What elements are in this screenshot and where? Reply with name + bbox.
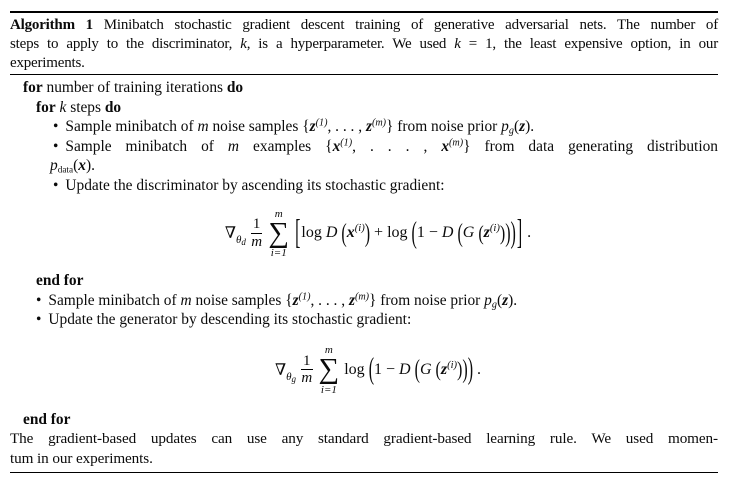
text-segment: z bbox=[440, 360, 448, 378]
text-segment: do bbox=[226, 79, 244, 97]
text-segment: steps to apply to the discriminator, bbox=[10, 35, 241, 52]
sigma-symbol: ∑ bbox=[318, 353, 340, 386]
text-segment: p bbox=[501, 118, 509, 136]
theta-sub-index: g bbox=[291, 373, 297, 384]
closing-line bbox=[10, 449, 718, 469]
text-segment: steps bbox=[66, 98, 105, 116]
theta-symbol: θ bbox=[235, 234, 242, 247]
text-segment: z bbox=[292, 291, 299, 309]
text-segment: (i) bbox=[447, 359, 458, 371]
algorithm-caption bbox=[10, 13, 718, 74]
text-segment: noise samples { bbox=[208, 118, 310, 136]
text-segment: i bbox=[270, 247, 274, 260]
text-segment: ( bbox=[513, 118, 520, 136]
text-segment: Algorithm 1 bbox=[10, 17, 93, 33]
bottom-rule bbox=[10, 472, 718, 473]
text-segment: k bbox=[454, 35, 461, 52]
text-segment: ) bbox=[457, 359, 463, 382]
text-segment: 1 − bbox=[416, 224, 442, 242]
text-segment: x bbox=[441, 137, 450, 155]
bullet-step bbox=[10, 176, 718, 196]
text-segment: (m) bbox=[354, 291, 370, 303]
text-segment: for bbox=[23, 79, 43, 97]
text-segment: Update the discriminator by ascending its stochastic gradient: bbox=[65, 176, 445, 194]
text-segment: m bbox=[227, 137, 240, 155]
fraction-numerator: 1 bbox=[303, 352, 311, 369]
text-segment: Minibatch stochastic gradient descent training of generative adversarial nets. The number of bbox=[92, 17, 719, 33]
discriminator-gradient-equation bbox=[24, 195, 730, 271]
caption-line bbox=[10, 35, 718, 54]
text-segment: (1) bbox=[298, 291, 311, 303]
text-segment: ). bbox=[525, 118, 535, 136]
sum-upper-limit: m bbox=[324, 344, 333, 357]
fraction-denominator: m bbox=[301, 370, 313, 387]
text-segment: experiments. bbox=[10, 54, 85, 71]
text-segment: Sample minibatch of bbox=[48, 291, 181, 309]
text-segment: x bbox=[332, 137, 341, 155]
keyword-line bbox=[10, 271, 718, 291]
equation-body bbox=[294, 215, 532, 252]
sum-lower-limit bbox=[271, 247, 287, 259]
text-segment: g bbox=[508, 125, 514, 137]
text-segment: ). bbox=[85, 157, 95, 175]
fraction-numerator: 1 bbox=[252, 216, 261, 233]
text-segment: Update the generator by descending its stochastic gradient: bbox=[48, 311, 412, 329]
text-segment: D bbox=[441, 224, 454, 242]
text-segment: do bbox=[104, 98, 122, 116]
text-segment: ) bbox=[505, 220, 511, 248]
text-segment: , . . . , bbox=[310, 291, 349, 309]
text-segment: ( bbox=[411, 217, 417, 251]
text-segment: m bbox=[197, 118, 209, 136]
text-segment: 1 − bbox=[374, 360, 400, 378]
text-segment: } from data generating distribution bbox=[463, 137, 718, 155]
nabla-operator bbox=[274, 360, 297, 384]
sum-lower-limit bbox=[321, 384, 337, 396]
text-segment: ( bbox=[435, 359, 441, 382]
text-segment: (m) bbox=[449, 137, 464, 149]
nabla-operator bbox=[224, 223, 246, 248]
text-segment: x bbox=[78, 157, 86, 175]
nabla-symbol: ∇ bbox=[224, 225, 236, 243]
nabla-symbol: ∇ bbox=[274, 361, 287, 379]
generator-gradient-equation bbox=[24, 330, 730, 410]
text-segment: ) bbox=[364, 220, 371, 248]
text-segment: } from noise prior bbox=[369, 291, 485, 309]
text-segment: z bbox=[365, 118, 372, 136]
text-segment: (m) bbox=[371, 117, 387, 129]
theta-subscript bbox=[236, 234, 246, 246]
text-segment: (1) bbox=[315, 117, 328, 129]
closing-line bbox=[10, 429, 718, 449]
text-segment: number of training iterations bbox=[42, 79, 227, 97]
text-segment: g bbox=[491, 299, 497, 311]
text-segment: Sample minibatch of bbox=[65, 118, 198, 136]
text-segment: for bbox=[36, 98, 56, 116]
text-segment: i bbox=[320, 383, 324, 396]
text-segment: (i) bbox=[489, 223, 500, 235]
text-segment: z bbox=[502, 291, 509, 309]
text-segment: ) bbox=[510, 217, 516, 251]
text-segment: ( bbox=[368, 353, 375, 387]
text-segment: } from noise prior bbox=[386, 118, 502, 136]
caption-line bbox=[10, 54, 718, 73]
text-segment: log bbox=[301, 224, 326, 242]
text-segment: p bbox=[50, 157, 58, 175]
bullet-marker: • bbox=[36, 291, 42, 309]
text-segment: ( bbox=[457, 220, 463, 248]
text-segment: + log bbox=[370, 224, 412, 242]
text-segment: m bbox=[180, 291, 192, 309]
text-segment: ( bbox=[73, 157, 79, 175]
text-segment: z bbox=[309, 118, 316, 136]
text-segment: ) bbox=[467, 353, 474, 387]
text-segment: G bbox=[419, 360, 432, 378]
text-segment: (i) bbox=[354, 223, 365, 235]
text-segment: ) bbox=[499, 222, 506, 246]
bullet-marker: • bbox=[36, 311, 42, 329]
continuation-line bbox=[10, 156, 718, 176]
text-segment: log bbox=[344, 360, 369, 378]
text-segment: . bbox=[473, 360, 482, 378]
keyword-line bbox=[10, 410, 718, 430]
text-segment: examples { bbox=[239, 137, 333, 155]
text-segment: ] bbox=[516, 215, 523, 252]
text-segment: k bbox=[59, 98, 67, 116]
sum-upper-limit: m bbox=[274, 207, 283, 220]
text-segment: G bbox=[462, 224, 475, 242]
text-segment: noise samples { bbox=[191, 291, 293, 309]
keyword-line bbox=[10, 98, 718, 118]
fraction-1-over-m bbox=[301, 353, 313, 388]
text-segment: x bbox=[346, 224, 355, 242]
closing-note bbox=[10, 429, 718, 468]
text-segment: end for bbox=[23, 410, 71, 428]
text-segment: ( bbox=[414, 356, 420, 385]
text-segment: k bbox=[240, 35, 247, 52]
text-segment: =1 bbox=[273, 247, 287, 260]
text-segment: D bbox=[325, 224, 338, 242]
text-segment: , . . . , bbox=[352, 137, 442, 155]
bullet-marker: • bbox=[53, 176, 59, 194]
theta-symbol: θ bbox=[286, 370, 292, 383]
fraction-denominator: m bbox=[251, 233, 263, 250]
text-segment: ). bbox=[508, 291, 518, 309]
text-segment: =1 bbox=[323, 383, 337, 396]
fraction-1-over-m bbox=[251, 216, 263, 251]
text-segment: z bbox=[348, 291, 355, 309]
text-segment: . bbox=[523, 224, 532, 242]
bullet-marker: • bbox=[53, 118, 59, 136]
text-segment: z bbox=[519, 118, 526, 136]
text-segment: ( bbox=[496, 291, 503, 309]
text-segment: The gradient-based updates can use any standard gradient-based learning rule. We used momen- bbox=[10, 430, 718, 448]
text-segment: ( bbox=[341, 220, 347, 248]
text-segment: [ bbox=[295, 215, 301, 252]
theta-subscript bbox=[286, 371, 296, 383]
keyword-line bbox=[10, 78, 718, 98]
theta-sub-index: d bbox=[241, 237, 246, 248]
loop-block-2 bbox=[10, 271, 718, 330]
text-segment: ) bbox=[462, 356, 468, 385]
equation-body bbox=[344, 353, 482, 387]
text-segment: = 1, the least expensive option, in our bbox=[460, 35, 718, 52]
text-segment: Sample minibatch of bbox=[65, 137, 228, 155]
loop-block-3 bbox=[10, 410, 718, 430]
caption-line bbox=[10, 16, 718, 35]
text-segment: z bbox=[483, 224, 490, 242]
text-segment: , is a hyperparameter. We used bbox=[246, 35, 455, 52]
summation bbox=[268, 208, 289, 260]
text-segment: (1) bbox=[340, 137, 353, 149]
bullet-marker: • bbox=[53, 137, 59, 155]
text-segment: , . . . , bbox=[327, 118, 366, 136]
bullet-step bbox=[10, 137, 718, 157]
bullet-step bbox=[10, 291, 718, 311]
summation bbox=[319, 344, 340, 396]
algorithm-box bbox=[10, 11, 718, 473]
text-segment: ( bbox=[478, 222, 484, 246]
bullet-step bbox=[10, 310, 718, 330]
sigma-symbol: ∑ bbox=[268, 216, 290, 249]
bullet-step bbox=[10, 117, 718, 137]
text-segment: D bbox=[399, 360, 411, 378]
text-segment: tum in our experiments. bbox=[10, 449, 153, 467]
loop-block-1 bbox=[10, 78, 718, 195]
algorithm-body bbox=[10, 75, 718, 468]
text-segment: data bbox=[57, 164, 74, 175]
text-segment: p bbox=[484, 291, 492, 309]
text-segment: end for bbox=[36, 272, 84, 290]
